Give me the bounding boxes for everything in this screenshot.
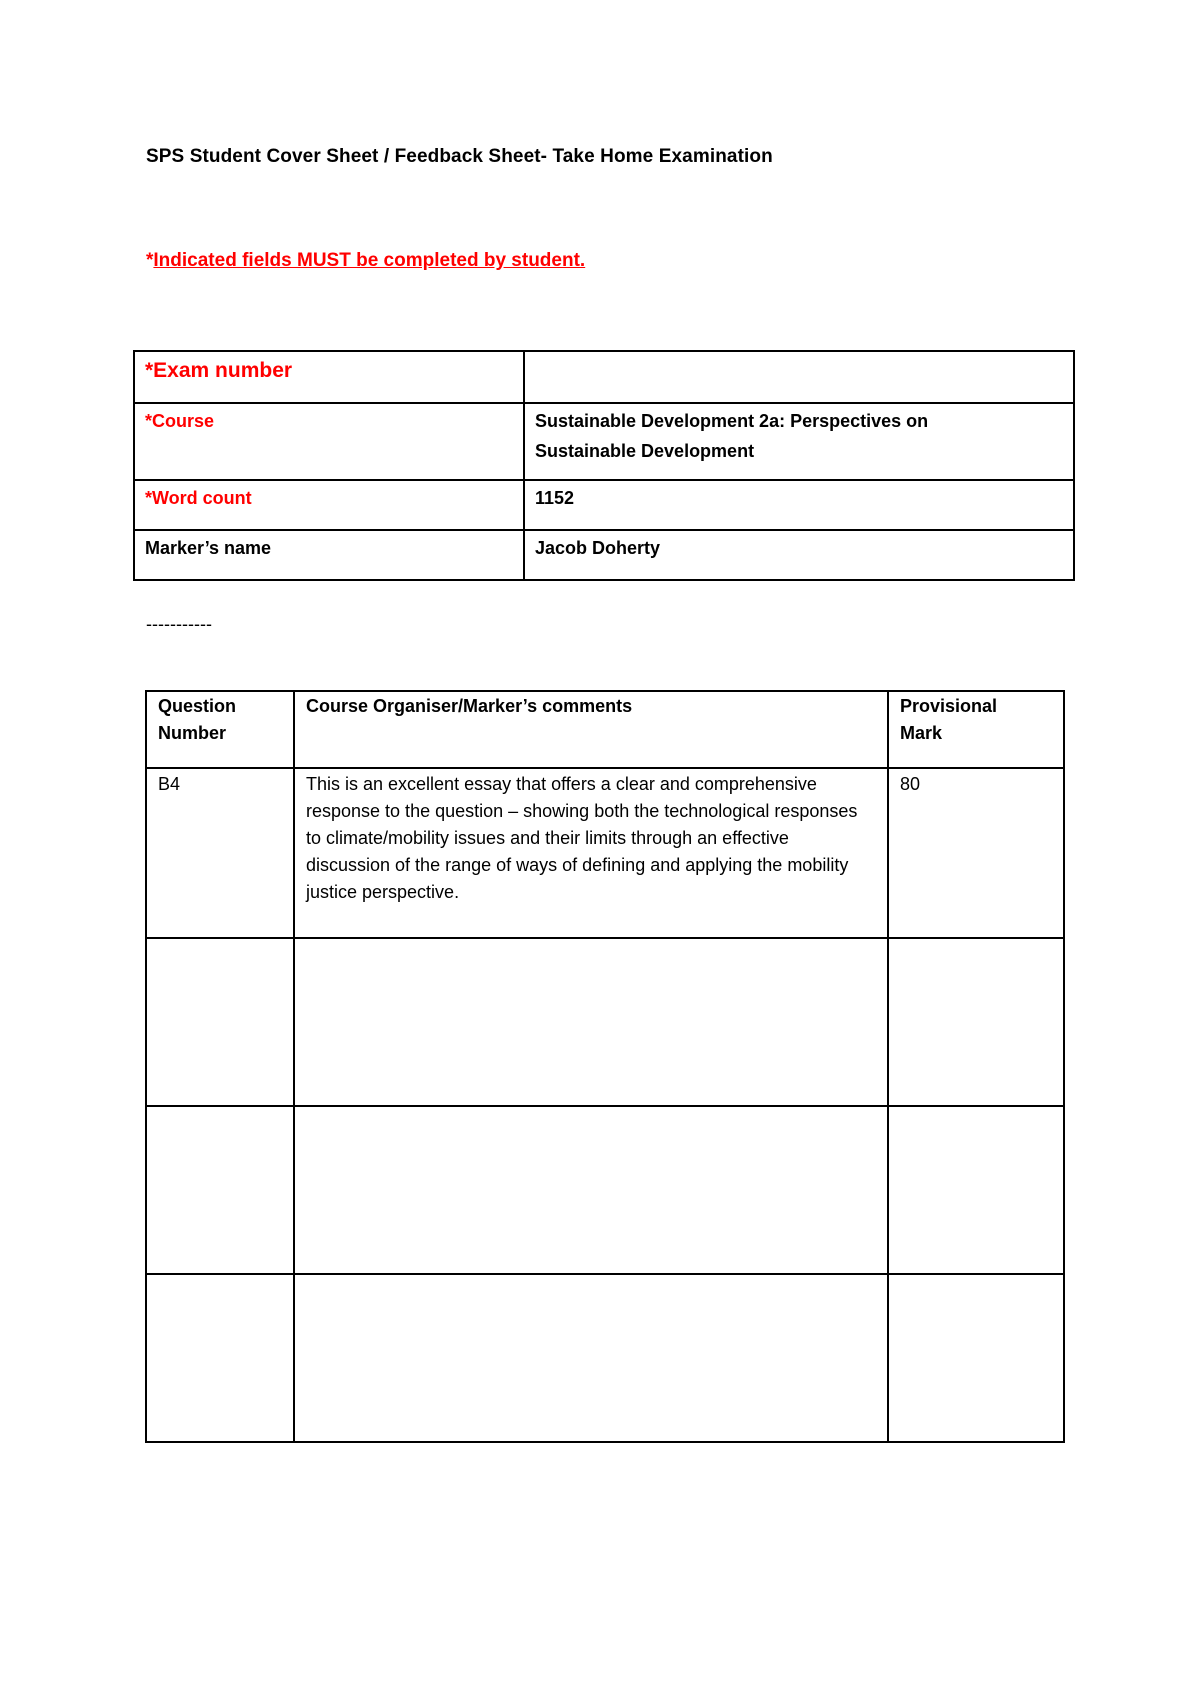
comment-cell[interactable] xyxy=(294,1106,888,1274)
mark-cell[interactable] xyxy=(888,1106,1064,1274)
course-value[interactable] xyxy=(524,403,1074,480)
table-row xyxy=(146,1274,1064,1442)
mark-cell[interactable] xyxy=(888,1274,1064,1442)
exam-number-value[interactable] xyxy=(524,351,1074,403)
marker-name-label: Marker’s name xyxy=(134,530,524,580)
required-fields-notice xyxy=(146,250,585,272)
word-count-label: *Word count xyxy=(134,480,524,530)
question-number-cell[interactable] xyxy=(146,1274,294,1442)
question-number-cell[interactable]: B4 xyxy=(146,768,294,938)
notice-text: Indicated fields MUST be completed by student. xyxy=(153,250,586,271)
table-header-row xyxy=(146,691,1064,768)
table-row xyxy=(146,1106,1064,1274)
question-number-header xyxy=(146,691,294,768)
notice-star: * xyxy=(146,250,154,271)
table-row xyxy=(146,768,1064,938)
feedback-table xyxy=(145,690,1065,1443)
course-label: *Course xyxy=(134,403,524,480)
table-row xyxy=(134,480,1074,530)
provisional-mark-header xyxy=(888,691,1064,768)
table-row xyxy=(146,938,1064,1106)
table-row xyxy=(134,351,1074,403)
question-number-cell[interactable] xyxy=(146,938,294,1106)
student-details-table xyxy=(133,350,1075,581)
table-row xyxy=(134,530,1074,580)
comment-cell[interactable] xyxy=(294,938,888,1106)
table-row xyxy=(134,403,1074,480)
mark-cell[interactable]: 80 xyxy=(888,768,1064,938)
mark-cell[interactable] xyxy=(888,938,1064,1106)
question-number-cell[interactable] xyxy=(146,1106,294,1274)
marker-name-value[interactable]: Jacob Doherty xyxy=(524,530,1074,580)
comments-header: Course Organiser/Marker’s comments xyxy=(294,691,888,768)
word-count-value[interactable]: 1152 xyxy=(524,480,1074,530)
mark-header-line2: Mark xyxy=(900,723,943,743)
course-value-line1: Sustainable Development 2a: Perspectives on xyxy=(535,411,929,431)
exam-number-label: *Exam number xyxy=(134,351,524,403)
mark-header-line1: Provisional xyxy=(900,696,998,716)
question-header-line2: Number xyxy=(158,723,227,743)
separator-line: ----------- xyxy=(146,614,212,634)
course-value-line2: Sustainable Development xyxy=(535,441,755,461)
page-title: SPS Student Cover Sheet / Feedback Sheet- Take Home Examination xyxy=(146,146,773,167)
comment-cell[interactable] xyxy=(294,1274,888,1442)
comment-cell[interactable]: This is an excellent essay that offers a clear and comprehensive response to the question – showing both the technological responses to climate/mobility issues and their limits through an effective discussion of the range of ways of defining and applying the mobility justice perspective. xyxy=(294,768,888,938)
question-header-line1: Question xyxy=(158,696,237,716)
